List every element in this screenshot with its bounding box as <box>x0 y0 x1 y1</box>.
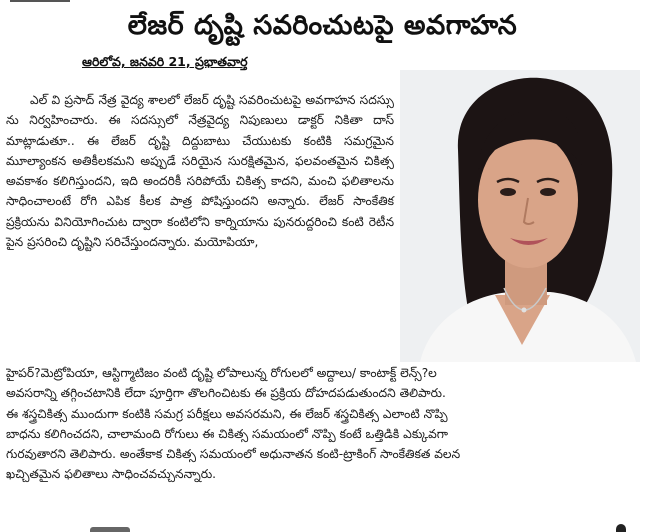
article-paragraph: ఎల్ వి ప్రసాద్ నేత్ర వైద్య శాలలో లేజర్ దృష్టి సవరించుటపై అవగాహన సదస్సు ను నిర్వహించారు. ఈ సదస్సులో నేత్రవైద్య నిపుణులు డాక్టర్ నికితా దాస్ మాట్లాడుతూ.. ఈ లేజర్ దృష్టి దిద్దుబాటు చేయుటకు కంటికి సమగ్రమైన మూల్యాంకన అతికీలకమని అప్పుడే సరియైన సురక్షితమైన, ఫలవంతమైన చికిత్స అవకాశం కలిగిస్తుందని, ఇది అందరికీ సరిపోయే చికిత్స కాదని, మంచి ఫలితాలను సాధించాలంటే రోగి ఎపిక కీలక పాత్ర పోషిస్తుందని అన్నారు. లేజర్ సాంకేతిక ప్రక్రియను వినియోగించుట ద్వారా కంటిలోని కార్నియాను పునరుద్దరించి కంటి రెటీన పైన ప్రసరించి దృష్టిని సరిచేస్తుందన్నారు. మయోపియా, <box>6 93 394 250</box>
article-line: అవసరాన్ని తగ్గించటానికి లేదా పూర్తిగా తొలగించిటకు ఈ ప్రక్రియ దోహదపడుతుందని తెలిపారు. <box>6 386 446 401</box>
doctor-photo <box>400 70 640 362</box>
article-line: గురవుతారని తెలిపారు. అంతేకాక చికిత్స సమయంలో అధునాతన కంటి-ట్రాకింగ్ సాంకేతికత వలన <box>6 447 461 462</box>
portrait-illustration <box>400 70 640 362</box>
article-body-wide <box>6 363 641 485</box>
article-line: ఈ శస్త్రచికిత్స ముందుగా కంటికి సమగ్ర పరీక్షలు అవసరమని, ఈ లేజర్ శస్త్రచికిత్స ఎలాంటి నొప్పి <box>6 406 448 421</box>
next-article-fragment <box>0 524 645 532</box>
article-body-column <box>6 90 394 252</box>
article-line: బాధను కలిగించదని, చాలామంది రోగులు ఈ చికిత్స సమయంలో నొప్పి కంటే ఒత్తిడికి ఎక్కువగా <box>6 426 448 441</box>
article-line: హైపర్?మెట్రోపియా, ఆస్టిగ్మాటిజం వంటి దృష్టి లోపాలున్న రోగులలో అద్దాలు/ కాంటాక్ట్ లెన్స్?ల <box>6 366 437 380</box>
article-dateline: ఆరిలోవ, జనవరి 21, ప్రభాతవార్త <box>82 54 248 69</box>
article-headline: లేజర్ దృష్టి సవరించుటపై అవగాహన <box>127 10 518 41</box>
article-line: ఖచ్చితమైన ఫలితాలు సాధించవచ్చునన్నారు. <box>6 467 217 482</box>
